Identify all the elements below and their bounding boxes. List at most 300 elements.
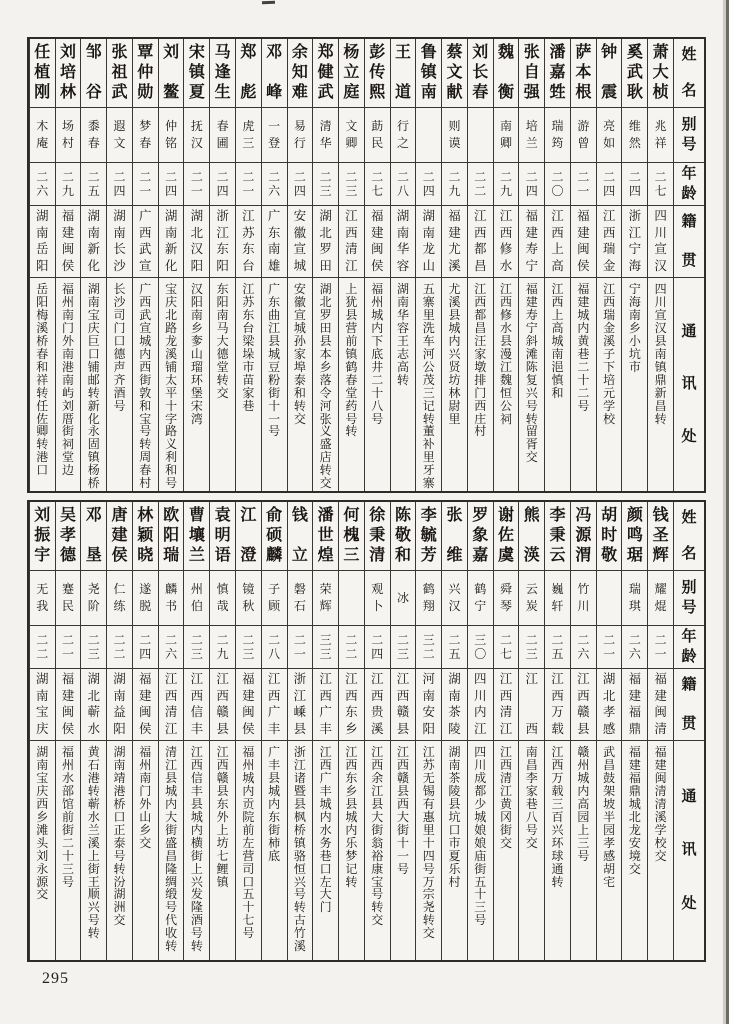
person-column [106,502,132,960]
person-address: 江 西 信 丰 县 城 内 横 街 上 兴 发 隆 酒 号 转 [190,745,203,954]
person-name: 冯 源 渭 [571,502,596,571]
person-name: 刘 培 林 [56,39,81,108]
person-alias: 州 伯 [184,571,209,626]
person-age: 二 一 [133,163,158,206]
person-native-place: 江 西 清 江 [494,669,519,741]
person-age: 二 六 [571,626,596,669]
person-column [467,502,493,960]
person-age: 二 二 [339,626,364,669]
person-address: 岳 阳 梅 溪 桥 春 和 祥 转 任 佐 卿 转 港 口 [36,282,49,478]
person-name: 李 毓 芳 [416,502,441,571]
person-address: 江 西 东 乡 县 城 内 乐 梦 记 转 [345,745,358,889]
person-age: 二 四 [597,163,622,206]
person-address: 安 徽 宣 城 孙 家 埠 泰 和 转 交 [293,282,306,426]
person-age: 二 三 [184,626,209,669]
person-column [364,39,390,491]
person-native-place: 湖 南 新 化 [81,206,106,278]
person-name: 萧 大 桢 [648,39,673,108]
person-native-place: 四 川 内 江 [468,669,493,741]
person-name: 潘 世 煌 [313,502,338,571]
person-address: 上 犹 县 营 前 镇 鹤 春 堂 药 号 转 [345,282,358,439]
header-address: 通 讯 处 [681,324,697,445]
person-alias: 遂 脱 [133,571,158,626]
person-age: 二 四 [416,163,441,206]
person-native-place: 福 建 闽 侯 [133,669,158,741]
person-name: 萨 本 根 [571,39,596,108]
person-address: 江 西 广 丰 城 内 水 务 巷 口 左 大 门 [319,745,332,915]
person-address: 广 东 曲 江 县 城 豆 粉 街 十 一 号 [268,282,281,439]
person-column [390,502,416,960]
person-alias: 遐 文 [107,108,132,163]
person-name: 余 知 难 [288,39,313,108]
person-name: 钟 震 [597,39,622,108]
person-native-place: 福 建 闽 侯 [236,669,261,741]
person-alias: 虎 三 [236,108,261,163]
person-age: 二 二 [468,163,493,206]
person-alias: 行 之 [391,108,416,163]
person-name: 奚 武 耿 [622,39,647,108]
person-alias: 维 然 [622,108,647,163]
person-age: 二 九 [56,163,81,206]
person-alias: 亮 如 [597,108,622,163]
person-name: 彭 传 熙 [365,39,390,108]
person-name: 邹 谷 [81,39,106,108]
person-name: 邓 峰 [262,39,287,108]
person-column [570,39,596,491]
person-alias: 仲 铭 [159,108,184,163]
person-address: 福 州 城 内 贡 院 前 左 营 司 口 五 十 七 号 [242,745,255,941]
person-name: 欧 阳 瑞 [159,502,184,571]
person-column [544,502,570,960]
person-alias [339,571,364,626]
person-column [364,502,390,960]
person-name: 张 祖 武 [107,39,132,108]
person-name: 钱 立 [288,502,313,571]
person-alias: 兆 祥 [648,108,673,163]
person-column [132,502,158,960]
person-name: 钱 圣 辉 [648,502,673,571]
header-column [673,502,704,960]
person-name: 刘 鳌 [159,39,184,108]
person-name: 曹 壤 兰 [184,502,209,571]
person-native-place: 四 川 宣 汉 [648,206,673,278]
person-age: 二 六 [30,163,55,206]
person-native-place: 福 建 寿 宁 [519,206,544,278]
person-native-place: 湖 北 罗 田 [313,206,338,278]
person-native-place: 江 西 赣 县 [391,669,416,741]
person-alias: 观 卜 [365,571,390,626]
person-name: 袁 明 语 [210,502,235,571]
person-name: 鲁 镇 南 [416,39,441,108]
person-address: 广 丰 县 城 内 东 街 柿 底 [268,745,281,863]
person-address: 江 西 上 高 城 南 浥 慎 和 [551,282,564,400]
person-native-place: 江 西 赣 县 [210,669,235,741]
person-age: 二 三 [81,626,106,669]
person-age: 三 三 [313,626,338,669]
person-alias: 磐 石 [288,571,313,626]
person-name: 郑 健 武 [313,39,338,108]
person-native-place: 江 西 广 丰 [313,669,338,741]
person-native-place: 福 建 闽 侯 [365,206,390,278]
person-age: 三 二 [416,626,441,669]
person-name: 江 澄 [236,502,261,571]
person-alias: 瑞 琪 [622,571,647,626]
person-column [106,39,132,491]
person-name: 俞 硕 麟 [262,502,287,571]
person-name: 覃 仲 勋 [133,39,158,108]
person-native-place: 湖 南 龙 山 [416,206,441,278]
person-alias: 竹 川 [571,571,596,626]
person-alias: 鹤 翔 [416,571,441,626]
person-age: 二 四 [133,626,158,669]
person-native-place: 福 建 闽 侯 [56,669,81,741]
person-alias: 尧 阶 [81,571,106,626]
person-name: 罗 象 嘉 [468,502,493,571]
person-age: 二 二 [30,626,55,669]
header-native: 籍 贯 [674,669,704,741]
person-native-place: 江 西 修 水 [494,206,519,278]
person-native-place: 广 西 武 宣 [133,206,158,278]
header-native: 籍 贯 [674,206,704,278]
person-native-place: 江 西 瑞 金 [597,206,622,278]
person-native-place: 江 西 清 江 [159,669,184,741]
person-column [493,39,519,491]
person-name: 熊 渶 [519,502,544,571]
person-column [467,39,493,491]
person-address: 福 建 寿 宁 斜 滩 陈 复 兴 号 转 留 胥 交 [525,282,538,465]
person-alias: 场 村 [56,108,81,163]
person-address: 福 建 福 鼎 城 北 龙 安 境 交 [628,745,641,876]
person-column [29,502,55,960]
person-age: 二 五 [442,626,467,669]
person-alias: 则 谟 [442,108,467,163]
person-column [621,39,647,491]
person-column [261,39,287,491]
person-address: 福 州 南 门 外 山 乡 交 [139,745,152,850]
person-address: 湖 南 宝 庆 巨 口 铺 邮 转 新 化 永 固 镇 杨 桥 [87,282,100,491]
person-name: 马 逢 生 [210,39,235,108]
person-alias: 云 炭 [519,571,544,626]
person-age: 二 八 [262,626,287,669]
person-column [55,39,81,491]
person-age: 二 六 [622,626,647,669]
person-native-place: 江 西 上 高 [545,206,570,278]
person-native-place: 广 东 南 雄 [262,206,287,278]
person-address: 江 苏 无 锡 有 惠 里 十 四 号 万 宗 尧 转 交 [422,745,435,941]
person-age: 二 九 [442,163,467,206]
person-alias: 梦 春 [133,108,158,163]
header-age: 年 龄 [674,626,704,669]
person-alias: 巍 轩 [545,571,570,626]
person-alias: 一 登 [262,108,287,163]
person-alias: 文 卿 [339,108,364,163]
person-column [390,39,416,491]
person-age: 二 一 [236,163,261,206]
person-native-place: 福 建 尤 溪 [442,206,467,278]
person-native-place: 福 建 闽 侯 [571,206,596,278]
person-age: 二 三 [339,163,364,206]
person-column [338,39,364,491]
person-native-place: 江 西 东 乡 [339,669,364,741]
person-alias: 莇 民 [365,108,390,163]
header-age: 年 龄 [674,163,704,206]
person-alias: 春 圃 [210,108,235,163]
person-column [287,502,313,960]
person-age: 二 四 [107,163,132,206]
person-name: 宋 镇 夏 [184,39,209,108]
person-address: 宝 庆 北 路 龙 溪 铺 太 平 十 字 路 义 利 和 号 [165,282,178,491]
person-column [235,502,261,960]
person-name: 郑 彪 [236,39,261,108]
person-address: 宁 海 南 乡 小 坑 市 [628,282,641,374]
person-address: 四 川 宣 汉 县 南 镇 鼎 新 昌 转 [654,282,667,426]
person-address: 福 建 闽 清 清 溪 学 校 交 [654,745,667,863]
directory-table-top [27,37,706,493]
person-alias: 蹇 民 [56,571,81,626]
person-native-place: 江 西 赣 县 [571,669,596,741]
person-alias [416,108,441,163]
person-alias: 荣 辉 [313,571,338,626]
person-address: 江 西 修 水 县 漫 江 魏 恒 公 祠 [500,282,513,426]
person-native-place: 湖 南 茶 陵 [442,669,467,741]
person-native-place: 江 西 贵 溪 [365,669,390,741]
person-address: 江 西 瑞 金 溪 子 下 培 元 学 校 [603,282,616,426]
person-native-place: 福 建 福 鼎 [622,669,647,741]
person-name: 张 自 强 [519,39,544,108]
person-age: 二 〇 [545,163,570,206]
person-column [287,39,313,491]
person-age: 二 九 [210,626,235,669]
person-native-place: 福 建 闽 侯 [56,206,81,278]
person-column [80,502,106,960]
person-alias: 兴 汉 [442,571,467,626]
person-address: 汉 阳 南 乡 奓 山 瑠 环 堡 宋 湾 [190,282,203,426]
person-alias: 游 曾 [571,108,596,163]
person-alias: 镜 秋 [236,571,261,626]
person-native-place: 江 西 广 丰 [262,669,287,741]
person-age: 二 三 [236,626,261,669]
header-name: 姓 名 [674,39,704,108]
person-column [235,39,261,491]
person-age: 二 四 [365,626,390,669]
person-native-place: 湖 南 长 沙 [107,206,132,278]
person-column [312,39,338,491]
person-age: 二 一 [597,626,622,669]
person-age: 二 七 [365,163,390,206]
person-address: 福 州 城 内 下 底 井 二 十 八 号 [371,282,384,426]
person-native-place: 安 徽 宣 城 [288,206,313,278]
person-age: 二 四 [159,163,184,206]
person-name: 谢 佐 虞 [494,502,519,571]
header-address: 通 讯 处 [681,788,697,913]
person-name: 王 道 [391,39,416,108]
person-alias: 黍 春 [81,108,106,163]
person-column [647,502,673,960]
person-name: 颜 鸣 琚 [622,502,647,571]
person-native-place: 江 西 [519,669,544,741]
person-address: 尤 溪 县 城 内 兴 贤 坊 林 尉 里 [448,282,461,426]
person-address: 黄 石 港 转 蕲 水 兰 溪 上 街 王 顺 兴 号 转 [87,745,100,941]
person-native-place: 江 西 万 载 [545,669,570,741]
person-alias: 培 兰 [519,108,544,163]
person-alias: 瑞 筠 [545,108,570,163]
person-column [415,502,441,960]
person-name: 邓 垦 [81,502,106,571]
header-alias: 别 号 [674,571,704,626]
person-name: 魏 衡 [494,39,519,108]
person-address: 南 昌 李 家 巷 八 号 交 [525,745,538,850]
person-age: 二 四 [622,163,647,206]
header-column [673,39,704,491]
person-address: 长 沙 司 门 口 德 声 齐 酒 号 [113,282,126,413]
person-age: 二 三 [391,626,416,669]
person-alias [597,571,622,626]
person-alias: 子 顾 [262,571,287,626]
person-age: 二 二 [107,626,132,669]
person-column [596,39,622,491]
person-column [338,502,364,960]
person-column [647,39,673,491]
person-name: 潘 嘉 甡 [545,39,570,108]
person-alias: 慎 哉 [210,571,235,626]
person-address: 福 建 城 内 黄 巷 二 十 二 号 [577,282,590,413]
person-column [132,39,158,491]
header-name: 姓 名 [674,502,704,571]
person-address: 湖 南 宝 庆 西 乡 滩 头 刘 永 源 交 [36,745,49,902]
person-column [80,39,106,491]
person-native-place: 浙 江 东 阳 [210,206,235,278]
person-address: 赣 州 城 内 高 园 上 三 号 [577,745,590,863]
person-name: 何 槐 三 [339,502,364,571]
person-alias: 木 庵 [30,108,55,163]
person-address: 江 苏 东 台 梁 垛 市 苗 家 巷 [242,282,255,413]
person-alias: 鹤 宁 [468,571,493,626]
person-name: 胡 时 敬 [597,502,622,571]
person-name: 杨 立 庭 [339,39,364,108]
person-column [261,502,287,960]
person-age: 三 〇 [468,626,493,669]
page-number: 295 [42,970,69,987]
person-column [209,39,235,491]
person-column [183,502,209,960]
person-alias [468,108,493,163]
person-column [518,502,544,960]
person-alias: 舜 琴 [494,571,519,626]
person-name: 蔡 文 献 [442,39,467,108]
person-name: 唐 建 侯 [107,502,132,571]
person-alias: 清 华 [313,108,338,163]
person-alias: 冰 [391,571,416,626]
person-address: 清 江 县 城 内 大 街 盛 昌 隆 绸 缎 号 代 收 转 [165,745,178,954]
person-column [570,502,596,960]
person-native-place: 浙 江 宁 海 [622,206,647,278]
person-address: 湖 南 靖 港 桥 口 正 泰 号 转 汾 湖 洲 交 [113,745,126,928]
person-native-place: 江 苏 东 台 [236,206,261,278]
scan-artifact-mark [262,1,275,4]
person-native-place: 湖 南 新 化 [159,206,184,278]
person-age: 二 五 [545,626,570,669]
person-name: 刘 长 春 [468,39,493,108]
person-native-place: 湖 南 益 阳 [107,669,132,741]
person-age: 二 一 [288,626,313,669]
person-address: 湖 北 罗 田 县 本 乡 落 令 河 张 义 盛 店 转 交 [319,282,332,491]
person-native-place: 江 西 信 丰 [184,669,209,741]
person-native-place: 湖 北 汉 阳 [184,206,209,278]
person-alias: 易 行 [288,108,313,163]
person-age: 二 三 [519,626,544,669]
person-alias: 无 我 [30,571,55,626]
person-name: 刘 振 宇 [30,502,55,571]
person-column [158,502,184,960]
person-name: 陈 敬 和 [391,502,416,571]
person-alias: 麟 书 [159,571,184,626]
person-age: 二 一 [56,626,81,669]
person-address: 福 州 水 部 馆 前 街 二 十 三 号 [62,745,75,889]
person-address: 江 西 万 载 三 百 兴 环 球 通 转 [551,745,564,889]
person-age: 二 四 [288,163,313,206]
person-column [183,39,209,491]
person-native-place: 江 西 都 昌 [468,206,493,278]
person-address: 江 西 余 江 县 大 街 翁 裕 康 宝 号 转 交 [371,745,384,928]
person-age: 二 六 [262,163,287,206]
person-native-place: 湖 北 孝 感 [597,669,622,741]
person-address: 五 寨 里 洗 车 河 公 茂 三 记 转 董 补 里 牙 寨 [422,282,435,491]
person-age: 二 六 [159,626,184,669]
directory-table-bottom [27,500,706,962]
person-column [621,502,647,960]
person-name: 张 维 [442,502,467,571]
person-column [312,502,338,960]
person-address: 江 西 赣 县 东 外 上 坊 七 鲤 镇 [216,745,229,889]
person-age: 二 七 [648,163,673,206]
person-column [544,39,570,491]
person-address: 东 阳 南 马 大 德 堂 转 交 [216,282,229,400]
person-name: 林 颖 晓 [133,502,158,571]
person-native-place: 湖 南 岳 阳 [30,206,55,278]
person-native-place: 湖 北 蕲 水 [81,669,106,741]
person-column [415,39,441,491]
person-alias: 仁 练 [107,571,132,626]
person-age: 二 八 [391,163,416,206]
person-age: 二 四 [519,163,544,206]
person-column [518,39,544,491]
person-age: 二 四 [210,163,235,206]
person-address: 广 西 武 宣 城 内 西 街 敦 和 宝 号 转 周 春 村 [139,282,152,491]
person-age: 二 五 [81,163,106,206]
person-native-place: 福 建 闽 清 [648,669,673,741]
person-column [209,502,235,960]
person-alias: 耀 焜 [648,571,673,626]
person-alias: 抚 汉 [184,108,209,163]
person-name: 任 植 刚 [30,39,55,108]
person-native-place: 河 南 安 阳 [416,669,441,741]
person-age: 二 九 [494,163,519,206]
header-alias: 别 号 [674,108,704,163]
person-address: 四 川 成 都 少 城 娘 娘 庙 街 五 十 三 号 [474,745,487,928]
person-native-place: 湖 南 华 容 [391,206,416,278]
person-address: 江 西 都 昌 汪 家 墩 排 门 西 庄 村 [474,282,487,439]
person-column [29,39,55,491]
person-age: 二 一 [184,163,209,206]
person-alias: 南 卿 [494,108,519,163]
person-address: 武 昌 鼓 架 坡 半 园 孝 感 胡 宅 [603,745,616,889]
person-name: 徐 秉 清 [365,502,390,571]
person-column [441,39,467,491]
person-address: 湖 南 茶 陵 县 坑 口 市 夏 乐 村 [448,745,461,889]
person-column [441,502,467,960]
person-column [596,502,622,960]
person-column [493,502,519,960]
